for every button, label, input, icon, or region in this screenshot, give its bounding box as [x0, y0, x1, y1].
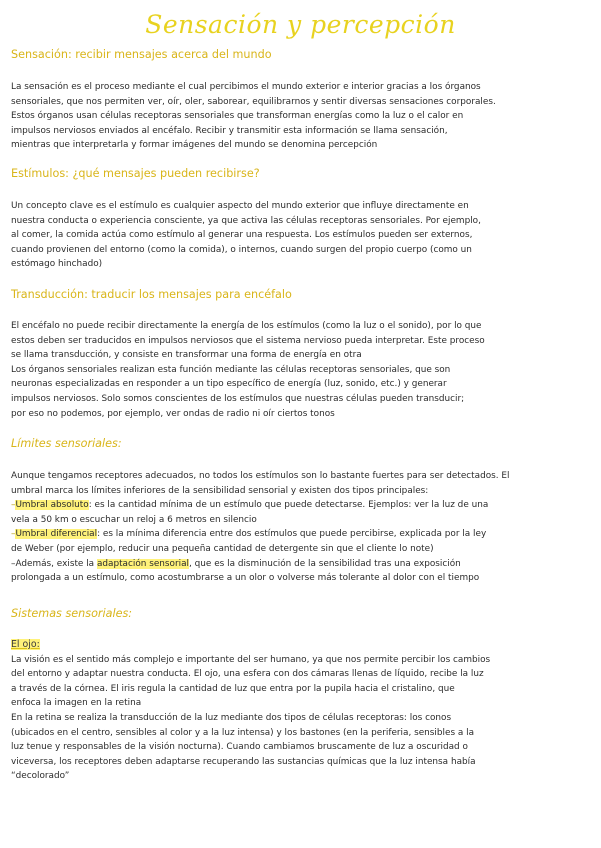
adaptacion-pre: –Además, existe la [11, 558, 97, 569]
heading-sistemas: Sistemas sensoriales: [11, 607, 133, 620]
text-line: nuestra conducta o experiencia consciente, ya que activa las células receptoras sensoriales. Por ejemplo, [11, 215, 481, 226]
adaptacion-text: , que es la disminución de la sensibilidad tras una exposición [189, 558, 461, 569]
text-line: sensoriales, que nos permiten ver, oír, oler, saborear, equilibrarnos y sentir diversas sensaciones corporales. [11, 96, 496, 107]
text-line: se llama transducción, y consiste en transformar una forma de energía en otra [11, 350, 362, 361]
umbral-diferencial-text: : es la mínima diferencia entre dos estímulos que puede percibirse, explicada por la ley [97, 529, 487, 540]
text-line: (ubicados en el centro, sensibles al color y a la luz intensa) y los bastones (en la periferia, sensibles a la [11, 727, 475, 738]
ojo-subheading-line [11, 638, 591, 653]
text-line: neuronas especializadas en responder a un tipo específico de energía (luz, sonido, etc.) y generar [11, 379, 447, 390]
text-line: Estos órganos usan células receptoras sensoriales que transforman energías como la luz o el calor en [11, 111, 464, 122]
umbral-diferencial-line [11, 527, 591, 542]
bullet-dash: – [11, 500, 16, 511]
heading-transduccion: Transducción: traducir los mensajes para encéfalo [11, 288, 292, 301]
text-line: En la retina se realiza la transducción de la luz mediante dos tipos de células receptoras: los conos [11, 712, 452, 723]
umbral-diferencial-term: Umbral diferencial [15, 529, 98, 540]
text-line: mientras que interpretarla y formar imágenes del mundo se denomina percepción [11, 140, 378, 151]
paragraph-estimulos [11, 199, 591, 272]
text-line: La visión es el sentido más complejo e importante del ser humano, ya que nos permite percibir los cambios [11, 654, 491, 665]
subheading-ojo: El ojo: [11, 639, 40, 650]
paragraph-sistemas [11, 638, 591, 784]
paragraph-limites [11, 469, 591, 586]
heading-sensacion: Sensación: recibir mensajes acerca del mundo [11, 48, 272, 61]
heading-limites: Límites sensoriales: [11, 437, 122, 450]
heading-estimulos: Estímulos: ¿qué mensajes pueden recibirse? [11, 167, 260, 180]
text-line: vela a 50 km o escuchar un reloj a 6 metros en silencio [11, 514, 257, 525]
text-line: prolongada a un estímulo, como acostumbrarse a un olor o volverse más tolerante al dolor con el tiempo [11, 573, 480, 584]
text-line: Aunque tengamos receptores adecuados, no todos los estímulos son lo bastante fuertes para ser detectados. El [11, 471, 510, 481]
text-line: estómago hinchado) [11, 259, 103, 270]
text-line: estos deben ser traducidos en impulsos nerviosos que el sistema nervioso pueda interpretar. Este proceso [11, 335, 485, 346]
text-line: cuando provienen del entorno (como la comida), o internos, cuando surgen del propio cuerpo (como un [11, 244, 472, 255]
bullet-dash: – [11, 529, 16, 540]
adaptacion-line [11, 557, 591, 572]
text-line: viceversa, los receptores deben adaptarse recuperando las sustancias químicas que la luz intensa había [11, 756, 476, 767]
text-line: Los órganos sensoriales realizan esta función mediante las células receptoras sensoriales, que son [11, 364, 451, 375]
text-line: luz tenue y responsables de la visión nocturna). Cuando cambiamos bruscamente de luz a oscuridad o [11, 742, 468, 753]
umbral-absoluto-text: : es la cantidad mínima de un estímulo que puede detectarse. Ejemplos: ver la luz de una [88, 500, 489, 511]
text-line: El encéfalo no puede recibir directamente la energía de los estímulos (como la luz o el sonido), por lo que [11, 321, 482, 331]
text-line: La sensación es el proceso mediante el cual percibimos el mundo exterior e interior gracias a los órganos [11, 82, 481, 92]
text-line: impulsos nerviosos enviados al encéfalo. Recibir y transmitir esta información se llama sensación, [11, 125, 448, 136]
text-line: del entorno y adaptar nuestra conducta. El ojo, una esfera con dos cámaras llenas de líquido, recibe la luz [11, 669, 484, 680]
text-line: enfoca la imagen en la retina [11, 698, 142, 709]
text-line: umbral marca los límites inferiores de la sensibilidad sensorial y existen dos tipos principales: [11, 485, 429, 496]
umbral-absoluto-line [11, 498, 591, 513]
text-line: impulsos nerviosos. Solo somos conscientes de los estímulos que nuestras células pueden transducir; [11, 393, 465, 404]
umbral-absoluto-term: Umbral absoluto [15, 500, 89, 511]
adaptacion-term: adaptación sensorial [96, 558, 190, 569]
text-line: de Weber (por ejemplo, reducir una pequeña cantidad de detergente sin que el cliente lo note) [11, 543, 434, 554]
text-line: a través de la córnea. El iris regula la cantidad de luz que entra por la pupila hacia el cristalino, que [11, 683, 455, 694]
paragraph-transduccion [11, 319, 591, 421]
page-title: Sensación y percepción [145, 10, 456, 39]
text-line: al comer, la comida actúa como estímulo al generar una respuesta. Los estímulos pueden ser externos, [11, 230, 473, 241]
text-line: “decolorado” [11, 771, 70, 782]
text-line: Un concepto clave es el estímulo es cualquier aspecto del mundo exterior que influye directamente en [11, 201, 469, 211]
paragraph-sensacion [11, 80, 591, 153]
text-line: por eso no podemos, por ejemplo, ver ondas de radio ni oír ciertos tonos [11, 408, 335, 419]
